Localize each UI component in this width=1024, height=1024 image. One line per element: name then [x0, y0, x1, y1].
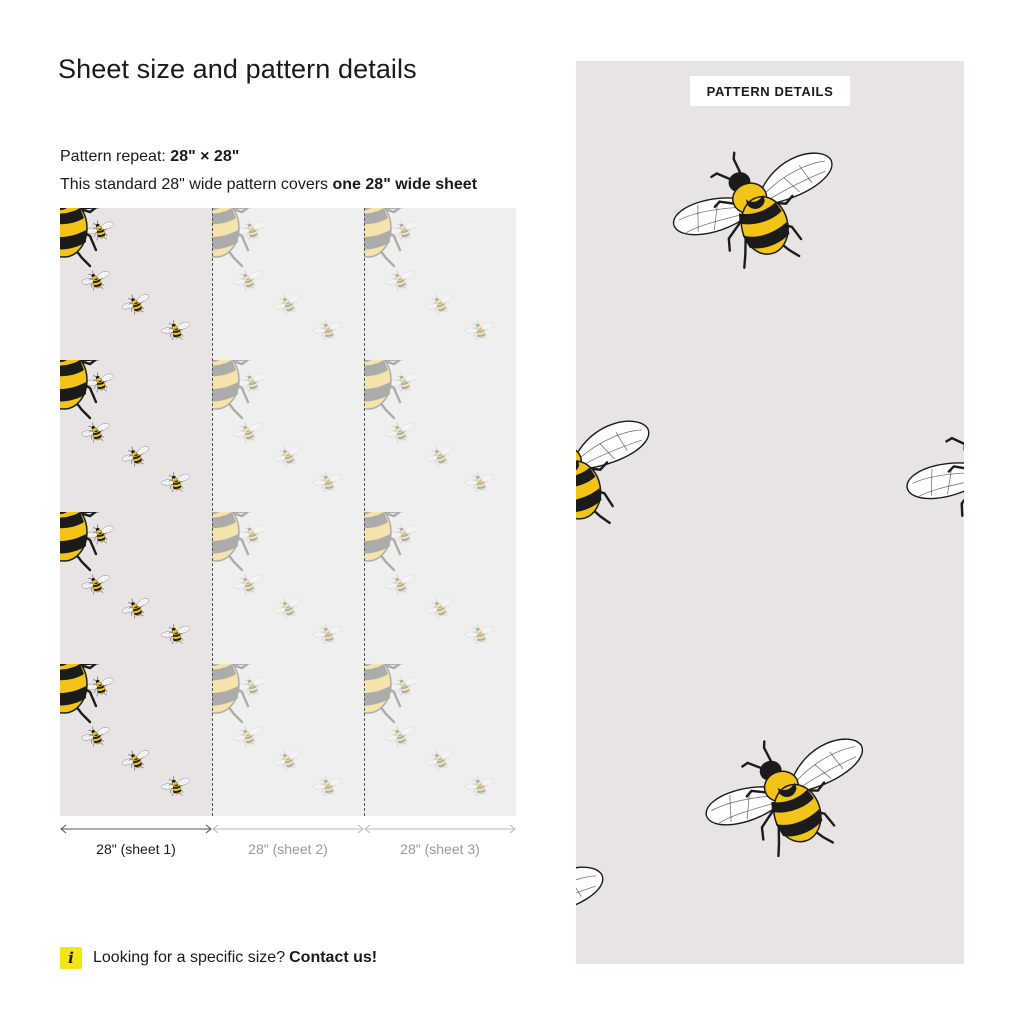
bee-pattern-faded — [212, 208, 364, 816]
measure-arrow-2 — [213, 825, 363, 833]
width-measure — [60, 822, 516, 836]
sheet-1-preview — [60, 208, 212, 816]
pattern-repeat-value: 28" × 28" — [170, 148, 240, 165]
contact-row — [60, 946, 377, 970]
page-title: Sheet size and pattern details — [58, 54, 417, 84]
coverage-line — [60, 176, 477, 194]
pattern-closeup — [576, 61, 964, 964]
pattern-repeat-label: Pattern repeat: — [60, 148, 166, 165]
bee-pattern-faded — [364, 208, 516, 816]
coverage-text: This standard 28" wide pattern covers — [60, 176, 329, 193]
sheet-2-preview — [212, 208, 364, 816]
measure-arrow-3 — [365, 825, 515, 833]
sheet-divider — [212, 208, 213, 816]
sheet-1-label: 28" (sheet 1) — [96, 841, 176, 857]
measure-arrow-1 — [61, 825, 211, 833]
bee-closeup-illustration — [576, 61, 964, 964]
sheet-divider — [364, 208, 365, 816]
coverage-value: one 28" wide sheet — [332, 176, 478, 193]
bee-pattern — [60, 208, 212, 816]
sheet-3-preview — [364, 208, 516, 816]
sheet-preview — [60, 208, 516, 816]
sheet-2-label: 28" (sheet 2) — [248, 841, 328, 857]
info-icon: i — [60, 947, 82, 969]
pattern-repeat-line — [60, 148, 239, 166]
pattern-details-badge: PATTERN DETAILS — [690, 76, 850, 106]
contact-us-link[interactable]: Contact us! — [289, 949, 378, 966]
sheet-3-label: 28" (sheet 3) — [400, 841, 480, 857]
contact-text: Looking for a specific size? — [93, 949, 286, 966]
